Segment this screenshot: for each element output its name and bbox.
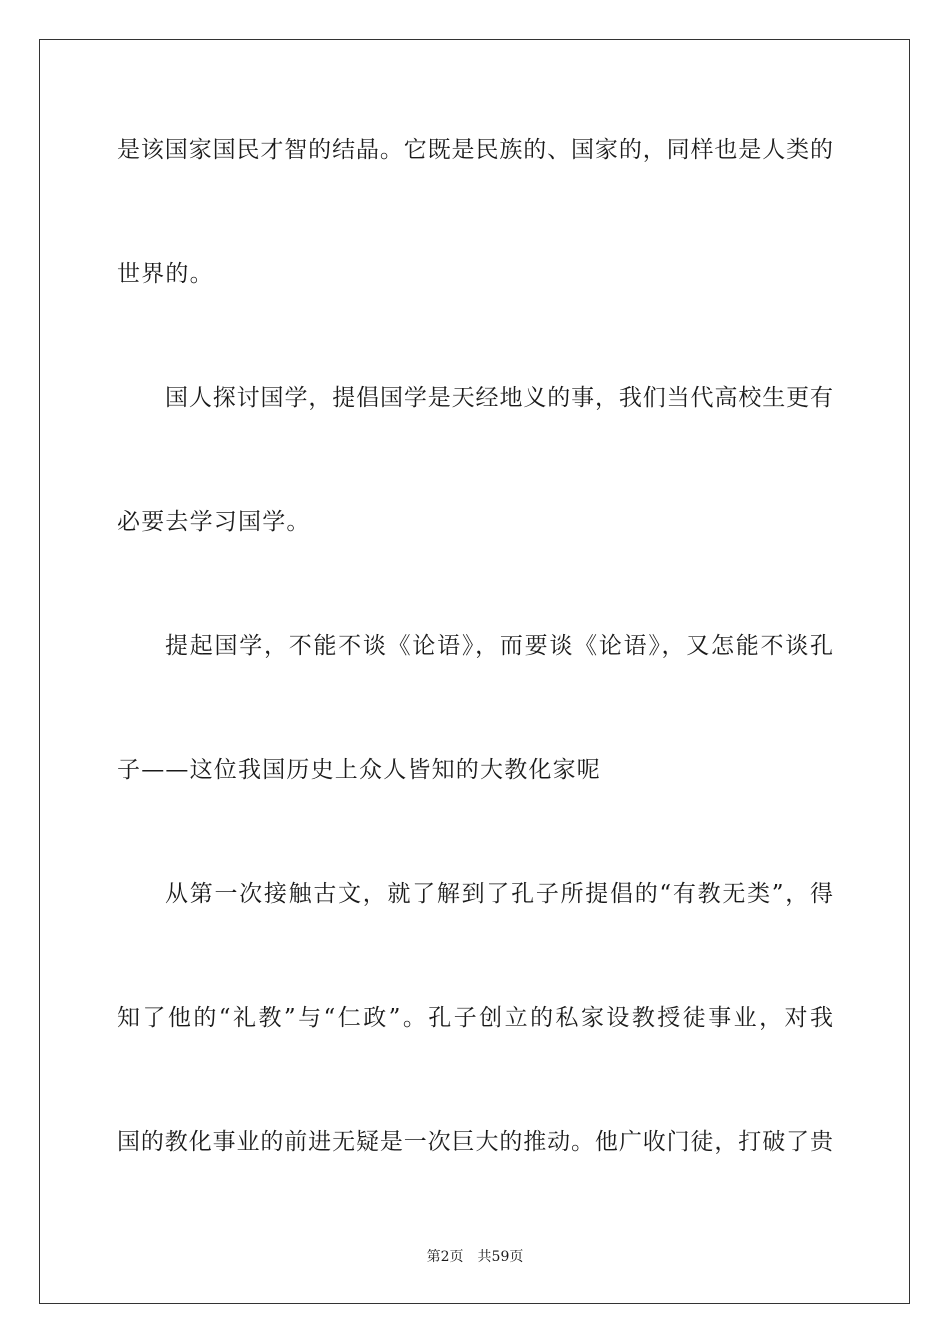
text-line-4: 必要去学习国学。 <box>117 509 311 535</box>
text-line-6: 子——这位我国历史上众人皆知的大教化家呢 <box>117 757 601 783</box>
text-line-3: 国人探讨国学，提倡国学是天经地义的事，我们当代高校生更有 <box>165 385 833 411</box>
text-line-2: 世界的。 <box>117 261 214 287</box>
text-line-8: 知了他的“礼教”与“仁政”。孔子创立的私家设教授徒事业，对我 <box>117 1005 833 1031</box>
page-footer <box>0 1246 950 1266</box>
page-number: 第2页 <box>426 1249 464 1265</box>
text-line-9: 国的教化事业的前进无疑是一次巨大的推动。他广收门徒，打破了贵 <box>117 1129 833 1155</box>
text-line-1: 是该国家国民才智的结晶。它既是民族的、国家的，同样也是人类的 <box>117 137 833 163</box>
text-line-5: 提起国学，不能不谈《论语》，而要谈《论语》，又怎能不谈孔 <box>165 633 833 659</box>
text-line-7: 从第一次接触古文，就了解到了孔子所提倡的“有教无类”，得 <box>165 881 833 907</box>
page-total: 共59页 <box>477 1249 524 1265</box>
page-border <box>39 39 910 1304</box>
